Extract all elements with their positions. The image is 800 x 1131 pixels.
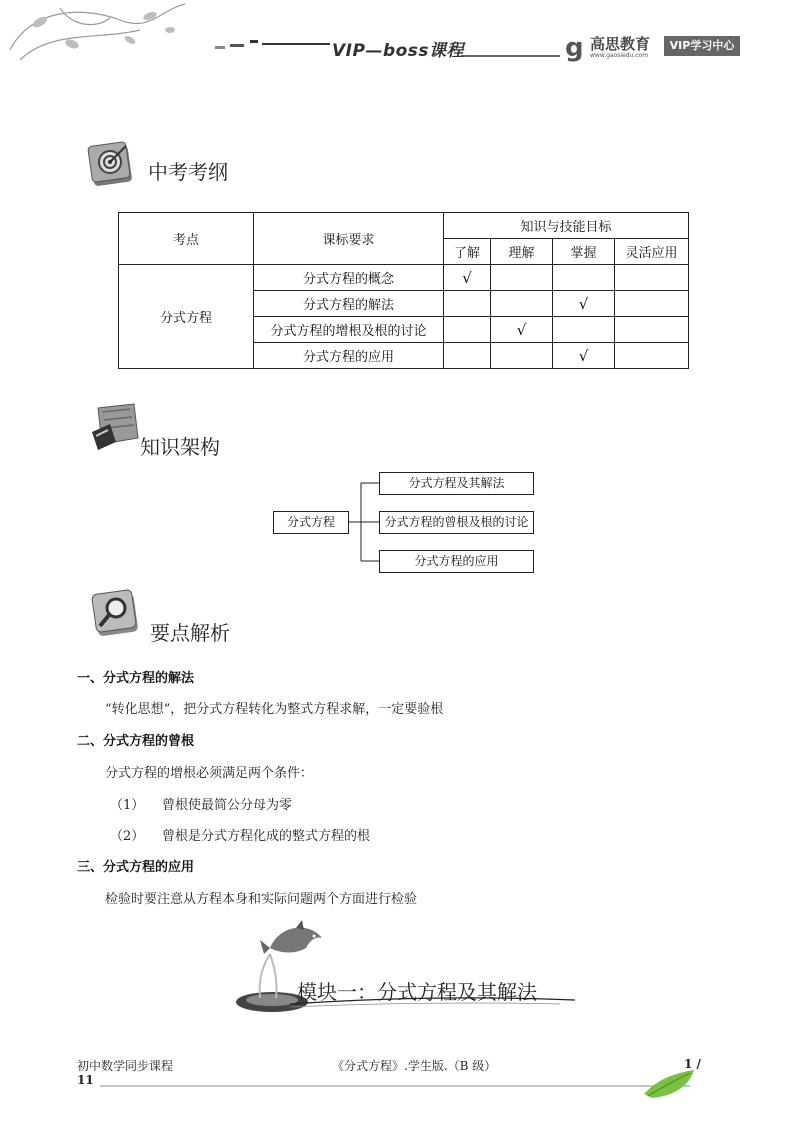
key-point-text: “转化思想”，把分式方程转化为整式方程求解，一定要验根 (105, 702, 444, 717)
svg-text:g: g (565, 33, 584, 63)
level-cell (615, 265, 689, 291)
key-point-text: 分式方程的增根必须满足两个条件： (105, 766, 314, 781)
level-cell (553, 265, 615, 291)
table-header-level: 灵活应用 (615, 239, 689, 265)
condition-text: 曾根是分式方程化成的整式方程的根 (162, 829, 371, 844)
topic-cell: 分式方程 (119, 265, 254, 369)
footer-page-total: 11 (77, 1073, 94, 1087)
level-cell (615, 317, 689, 343)
condition-number: （2） (110, 829, 145, 844)
tree-child: 分式方程的曾根及根的讨论 (379, 511, 534, 534)
level-cell (444, 317, 491, 343)
footer-page-number: 1 / (684, 1057, 701, 1071)
table-header-goal: 知识与技能目标 (444, 213, 689, 239)
table-header-level: 掌握 (553, 239, 615, 265)
footer-course: 初中数学同步课程 (77, 1059, 174, 1073)
footer-decoration (0, 1070, 800, 1120)
tree-child: 分式方程及其解法 (379, 472, 534, 495)
level-cell (615, 343, 689, 369)
level-cell (444, 343, 491, 369)
table-header-level: 理解 (491, 239, 553, 265)
requirement-cell: 分式方程的应用 (254, 343, 444, 369)
section-title-key-points: 要点解析 (150, 621, 230, 645)
table-header-level: 了解 (444, 239, 491, 265)
key-point-text: 检验时要注意从方程本身和实际问题两个方面进行检验 (105, 892, 418, 907)
tree-child: 分式方程的应用 (379, 550, 534, 573)
key-point-heading: 一、分式方程的解法 (77, 671, 195, 686)
brand-badge: VIP学习中心 (664, 36, 740, 56)
level-cell (491, 265, 553, 291)
condition-number: （1） (110, 798, 145, 813)
key-point-heading: 二、分式方程的曾根 (77, 734, 195, 749)
table-row (119, 265, 689, 291)
brand-url: www.gaosiedu.com (590, 52, 649, 59)
footer-document: 《分式方程》.学生版.（B 级） (332, 1059, 497, 1073)
table-header-requirement: 课标要求 (254, 213, 444, 265)
level-cell (491, 343, 553, 369)
target-icon (86, 140, 138, 190)
requirement-cell: 分式方程的解法 (254, 291, 444, 317)
scroll-map-icon (88, 402, 144, 452)
table-header-point: 考点 (119, 213, 254, 265)
check-mark-cell: √ (553, 291, 615, 317)
level-cell (615, 291, 689, 317)
section-title-exam-outline: 中考考纲 (148, 160, 228, 184)
brand-name: 高思教育 (590, 35, 651, 53)
key-point-heading: 三、分式方程的应用 (77, 860, 195, 875)
tree-root: 分式方程 (273, 511, 349, 534)
section-title-knowledge-framework: 知识架构 (140, 435, 220, 459)
page-header (0, 0, 800, 70)
level-cell (553, 317, 615, 343)
level-cell (444, 291, 491, 317)
course-title: VIP—boss课程 (332, 41, 465, 61)
module-title: 模块一：分式方程及其解法 (297, 980, 537, 1004)
requirement-cell: 分式方程的概念 (254, 265, 444, 291)
requirement-cell: 分式方程的增根及根的讨论 (254, 317, 444, 343)
check-mark-cell: √ (444, 265, 491, 291)
condition-text: 曾根使最简公分母为零 (162, 798, 293, 813)
level-cell (491, 291, 553, 317)
magnifier-icon (90, 588, 142, 638)
check-mark-cell: √ (491, 317, 553, 343)
check-mark-cell: √ (553, 343, 615, 369)
exam-outline-table (118, 212, 689, 369)
